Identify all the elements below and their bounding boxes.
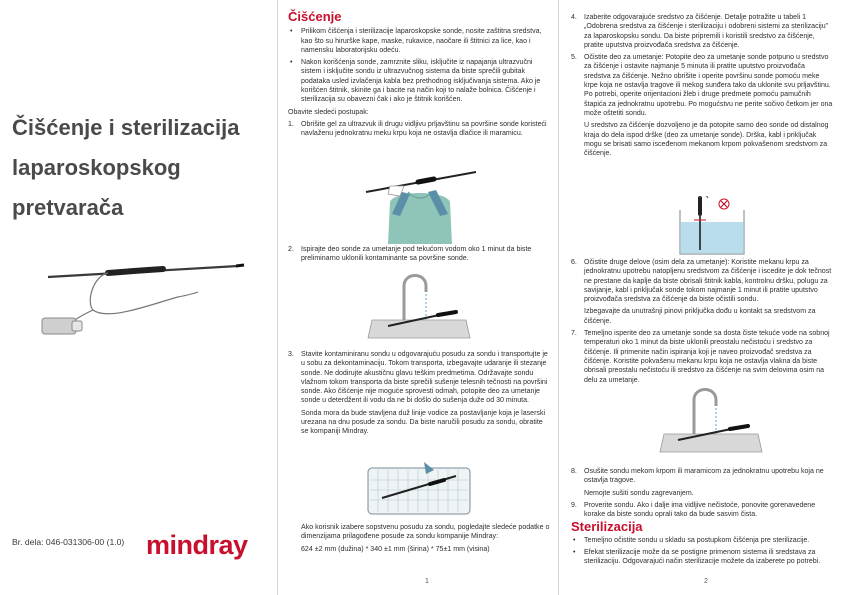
title-line: Čišćenje i sterilizacija <box>12 115 240 140</box>
final-rinse-illustration <box>650 386 770 460</box>
step-1 <box>288 120 550 139</box>
document-title <box>12 108 282 228</box>
mindray-logo: mindray <box>146 530 248 560</box>
step-note: U sredstvo za čišćenje dozvoljeno je da potopite samo deo sonde od distalnog kraja do dela ispod drške (deo za umetanje sonde). Drška, kabl i priključak mogu se brisati samo isceđenom mekanom krpom pokvašenom sredstvom za čišćenje. <box>584 122 829 158</box>
step-6 <box>571 258 833 326</box>
step-8 <box>571 467 833 498</box>
tray-dimensions: 624 ±2 mm (dužina) * 340 ±1 mm (širina) * 75±1 mm (visina) <box>301 545 490 553</box>
steps-8-9-sterilization <box>571 467 833 570</box>
step-text: Ispirajte deo sonde za umetanje pod tekućom vodom oko 1 minut da biste preliminarno uklonili kontaminante sa površine sonde. <box>301 246 532 263</box>
step-number: 9. <box>571 501 577 509</box>
step-3-block <box>288 350 550 440</box>
step-text: Proverite sondu. Ako i dalje ima vidljive nečistoće, ponovite gorenavedene korake da biste sondu oprali tako da bude sasvim čista. <box>584 501 816 519</box>
step-text: Stavite kontaminiranu sondu u odgovarajuću posudu za sondu i transportujte je u sobu za dekontaminaciju. Tokom transporta, izbegavajte udaranje ili stezanje sonde. Ne dodirujte akustičnu glavu teškim predmetima. Održavajte sondu vlažnom tokom transporta da biste sprečili sušenje telesnih tečnosti na površini sonde. Ako čišćenje nije moguće sprovesti odmah, potopite deo za umetanje sonde u deterdžent ili vodu da ne bi došlo do sušenja duže od 30 minuta. <box>301 351 548 405</box>
list-item: • Temeljno očistite sondu u skladu sa postupkom čišćenja pre sterilizacije. <box>571 536 833 545</box>
laparoskopic-probe-image <box>38 262 248 342</box>
step-note: Izbegavajte da unutrašnji pinovi priključka dođu u kontakt sa sredstvom za čišćenje. <box>584 308 816 325</box>
tray-dimensions-note <box>288 523 550 557</box>
step-number: 3. <box>288 351 294 358</box>
immersion-container-illustration <box>672 196 752 258</box>
cleaning-bullets <box>288 27 550 104</box>
step-number: 5. <box>571 54 577 62</box>
step-text: Izaberite odgovarajuće sredstvo za čišćenje. Detalje potražite u tabeli 1 „Odobrena sredstva za čišćenje i sterilizaciju i odobreni sistemi za sterilizaciju” za laparoskopsku sondu. Da biste pripremili i koristili sredstvo za čišćenje, pratite uputstva proizvođača sredstva za čišćenje. <box>584 14 828 49</box>
column-divider <box>558 0 559 595</box>
step-text: Temeljno isperite deo za umetanje sonde sa dosta čiste tekuće vode na sobnoj temperaturi oko 1 minut da biste uklonili preostalu nečistoću i sredstvo za čišćenje. Ili primenite način ispiranja koji je naveo proizvođač sredstva za čišćenje. Koristite pokvašenu mekanu krpu koja ne ostavlja vlakna da biste obrisali preostalu nečistoću ili sredstvo za čišćenje na svim delovima osim na delu za umetanje. <box>584 330 830 384</box>
step-5 <box>571 53 833 158</box>
step-3 <box>288 350 550 437</box>
step-number: 1. <box>288 120 294 128</box>
part-number: Br. dela: 046-031306-00 (1.0) <box>12 537 125 547</box>
steps-4-5 <box>571 13 833 161</box>
step-text: Osušite sondu mekom krpom ili maramicom za jednokratnu upotrebu koja ne ostavlja tragove. <box>584 468 824 485</box>
page-number: 2 <box>704 578 708 585</box>
probe-tray-illustration <box>364 456 474 518</box>
sterilization-bullets <box>571 536 833 567</box>
rinsing-faucet-illustration <box>358 270 478 346</box>
title-line: laparoskopskog <box>12 155 181 180</box>
title-line: pretvarača <box>12 195 124 220</box>
step-4 <box>571 13 833 50</box>
step-number: 7. <box>571 330 577 338</box>
section-heading-cleaning: Čišćenje <box>288 9 342 24</box>
column-divider <box>277 0 278 595</box>
step-2-block <box>288 245 550 267</box>
step-note: Sonda mora da bude stavljena duž linije vodice za postavljanje koja je laserski urezana na dnu posude za sondu. Da biste naručili posudu za sondu, obratite se kompaniji Mindray. <box>301 409 546 436</box>
list-item: • Nakon korišćenja sonde, zamrznite sliku, isključite iz napajanja ultrazvučni sistem i isključite sondu iz ultrazvučnog sistema da biste sprečili gubitak podataka usled izvlačenja kabla bez prethodnog isključivanja sistema. Ako je korišćen štitnik, skinite ga i bacite na način koji to nalaže bolnica. Čišćenje i sterilizacija su obavezni čak i ako je štitnik korišćen. <box>288 58 550 104</box>
step-note: Nemojte sušiti sondu zagrevanjem. <box>584 489 694 497</box>
page-number: 1 <box>425 578 429 585</box>
step-7 <box>571 329 833 385</box>
step-number: 8. <box>571 468 577 475</box>
step-text: Očistite deo za umetanje: Potopite deo za umetanje sonde potpuno u sredstvo za čišćenje i ostavite najmanje 5 minuta ili pratite uputstvo proizvođača sredstva za čišćenje. Nežno obrišite i operite površinu sonde pomoću meke krpe koja ne ostavlja tragove ili mekog sunđera tako da uklonite svu prljavštinu. Po potrebi, operite orijentacioni žleb i druge predmete pomoću pamučnih štapića za jednokratnu upotrebu. Po mogućstvu ne perite sočivo četkom jer ona može oštetiti sondu. <box>584 54 833 117</box>
cleaning-section-top <box>288 9 550 142</box>
step-text: Očistite druge delove (osim dela za umetanje): Koristite mekanu krpu za jednokratnu upotrebu natopljenu sredstvom za čišćenje i iscedite je dok tečnost ne prestane da kaplje da biste obrisali štitnik kabla, kontrolnu dršku, polugu za savijanje, kabl i priključak sonde tokom najmanje 1 minut ili pratite uputstvo proizvođača sredstva za čišćenje da biste očistili sondu. <box>584 259 832 304</box>
section-heading-sterilization: Sterilizacija <box>571 519 643 535</box>
step-number: 2. <box>288 246 294 253</box>
step-number: 4. <box>571 14 577 21</box>
list-item: • Efekat sterilizacije može da se postigne primenom sistema ili sredstava za sterilizaciju. Odgovarajući način sterilizacije možete da izaberete po potrebi. <box>571 548 833 567</box>
step-2 <box>288 245 550 264</box>
step-number: 6. <box>571 259 577 266</box>
procedure-intro: Obavite sledeći postupak: <box>288 108 369 116</box>
step-9 <box>571 501 833 520</box>
steps-6-7 <box>571 258 833 388</box>
tray-note: Ako korisnik izabere sopstvenu posudu za sondu, pogledajte sledeće podatke o dimenzijama prilagođene posude za sondu kompanije Mindray: <box>301 524 550 541</box>
wiping-probe-illustration <box>360 152 480 244</box>
list-item: • Prilikom čišćenja i sterilizacije laparoskopske sonde, nosite zaštitna sredstva, kao što su hirurške kape, maske, rukavice, naočare ili štitnici za lice, kao i namensku laboratorijsku odeću. <box>288 27 550 55</box>
step-text: Obrišite gel za ultrazvuk ili drugu vidljivu prljavštinu sa površine sonde koristeći navlaženu jednokratnu meku krpu koja ne ostavlja dlačice ili maramicu. <box>301 120 547 138</box>
